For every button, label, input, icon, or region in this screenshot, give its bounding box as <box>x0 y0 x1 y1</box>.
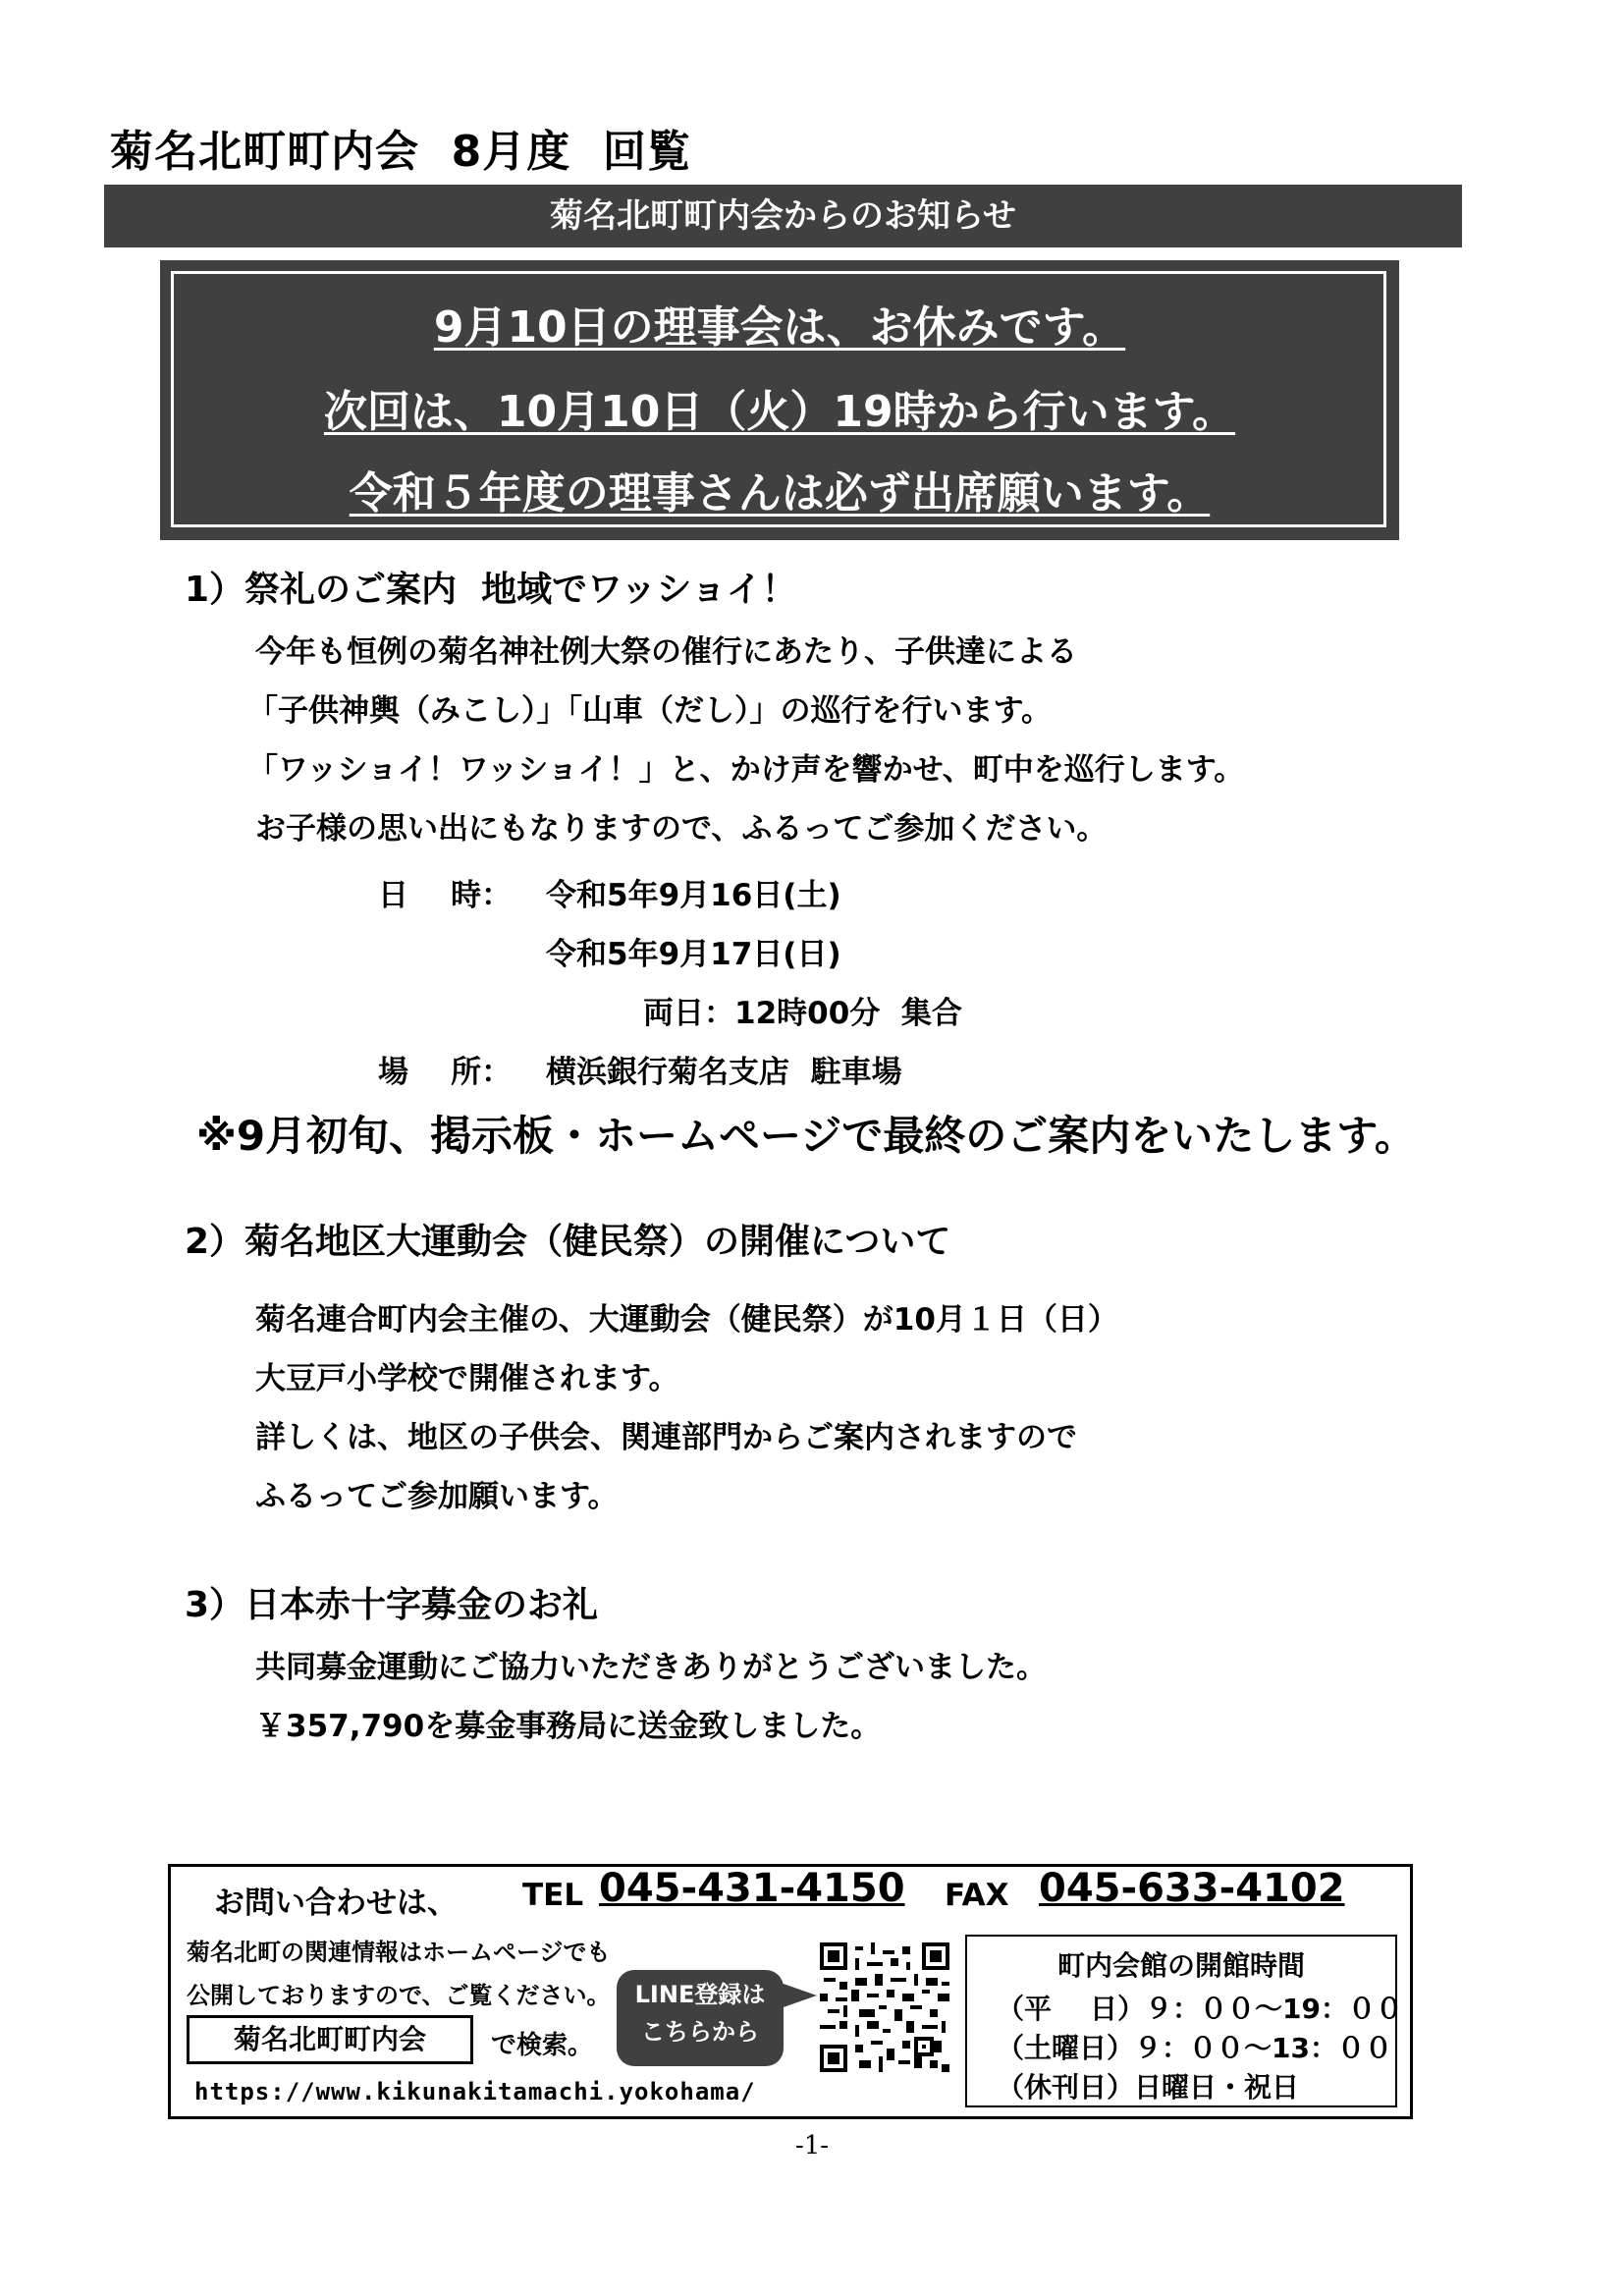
event-date-1: 令和5年9月16日(土) <box>546 878 841 913</box>
search-term-box: 菊名北町町内会 <box>187 2015 473 2064</box>
section2-heading: 2）菊名地区大運動会（健民祭）の開催について <box>185 1222 951 1262</box>
gather-time: 両日：12時00分 集合 <box>643 996 962 1031</box>
section2-paragraph-line: 大豆戸小学校で開催されます。 <box>255 1361 679 1396</box>
hours-closed: （休刊日）日曜日・祝日 <box>997 2071 1300 2104</box>
contact-label: お問い合わせは、 <box>214 1886 458 1921</box>
event-place: 横浜銀行菊名支店 駐車場 <box>546 1055 902 1090</box>
section1-paragraph-line: 「ワッショイ！ワッショイ！」と、かけ声を響かせ、町中を巡行します。 <box>247 752 1245 788</box>
tel-number[interactable]: 045-431-4150 <box>599 1866 905 1911</box>
section1-paragraph-line: お子様の思い出にもなりますので、ふるってご参加ください。 <box>255 811 1108 847</box>
final-notice-remark: ※9月初旬、掲示板・ホームページで最終のご案内をいたします。 <box>196 1112 1416 1160</box>
fax-number[interactable]: 045-633-4102 <box>1039 1866 1345 1911</box>
section-bar: 菊名北町町内会からのお知らせ <box>104 185 1462 247</box>
hours-saturday: （土曜日）９：００～13：００ <box>997 2032 1392 2064</box>
section3-paragraph-line: 共同募金運動にご協力いただきありがとうございました。 <box>255 1650 1047 1685</box>
notice-line-1: 9月10日の理事会は、お休みです。 <box>433 302 1126 353</box>
section1-paragraph-line: 今年も恒例の菊名神社例大祭の催行にあたり、子供達による <box>255 634 1077 670</box>
line-register-button[interactable] <box>617 1970 784 2066</box>
event-date-2: 令和5年9月17日(日) <box>546 937 841 972</box>
section2-paragraph-line: 菊名連合町内会主催の、大運動会（健民祭）が10月１日（日） <box>255 1302 1118 1338</box>
fax-label: FAX <box>945 1878 1009 1913</box>
section2-paragraph-line: 詳しくは、地区の子供会、関連部門からご案内されますので <box>255 1420 1077 1455</box>
qr-code-icon[interactable] <box>820 1942 949 2072</box>
homepage-url[interactable]: https://www.kikunakitamachi.yokohama/ <box>194 2078 756 2105</box>
homepage-info-line: 公開しておりますので、ご覧ください。 <box>187 1982 611 2009</box>
place-label: 場 所： <box>378 1055 513 1090</box>
tel-label: TEL <box>522 1878 584 1913</box>
homepage-info-line: 菊名北町の関連情報はホームページでも <box>187 1939 611 1966</box>
page-number: -1- <box>794 2131 830 2160</box>
notice-line-3: 令和５年度の理事さんは必ず出席願います。 <box>349 468 1211 519</box>
pointer-arrow-icon <box>778 1982 817 2009</box>
page-title: 菊名北町町内会 8月度 回覧 <box>110 127 691 177</box>
hours-weekday: （平 日）９：００～19：００ <box>997 1993 1403 2025</box>
section1-heading: 1）祭礼のご案内 地域でワッショイ！ <box>185 570 797 610</box>
section1-paragraph-line: 「子供神輿（みこし）」「山車（だし）」の巡行を行います。 <box>247 693 1053 729</box>
section3-heading: 3）日本赤十字募金のお礼 <box>185 1585 599 1625</box>
hours-title: 町内会館の開館時間 <box>1056 1949 1305 1982</box>
search-suffix: で検索。 <box>491 2031 594 2060</box>
notice-line-2: 次回は、10月10日（火）19時から行います。 <box>323 387 1236 437</box>
datetime-label: 日 時： <box>378 878 513 913</box>
section3-paragraph-line: ￥357,790を募金事務局に送金致しました。 <box>255 1709 882 1744</box>
line-badge-label: こちらから <box>641 2018 759 2047</box>
section2-paragraph-line: ふるってご参加願います。 <box>255 1479 619 1514</box>
line-badge-label: LINE登録は <box>634 1981 766 2008</box>
